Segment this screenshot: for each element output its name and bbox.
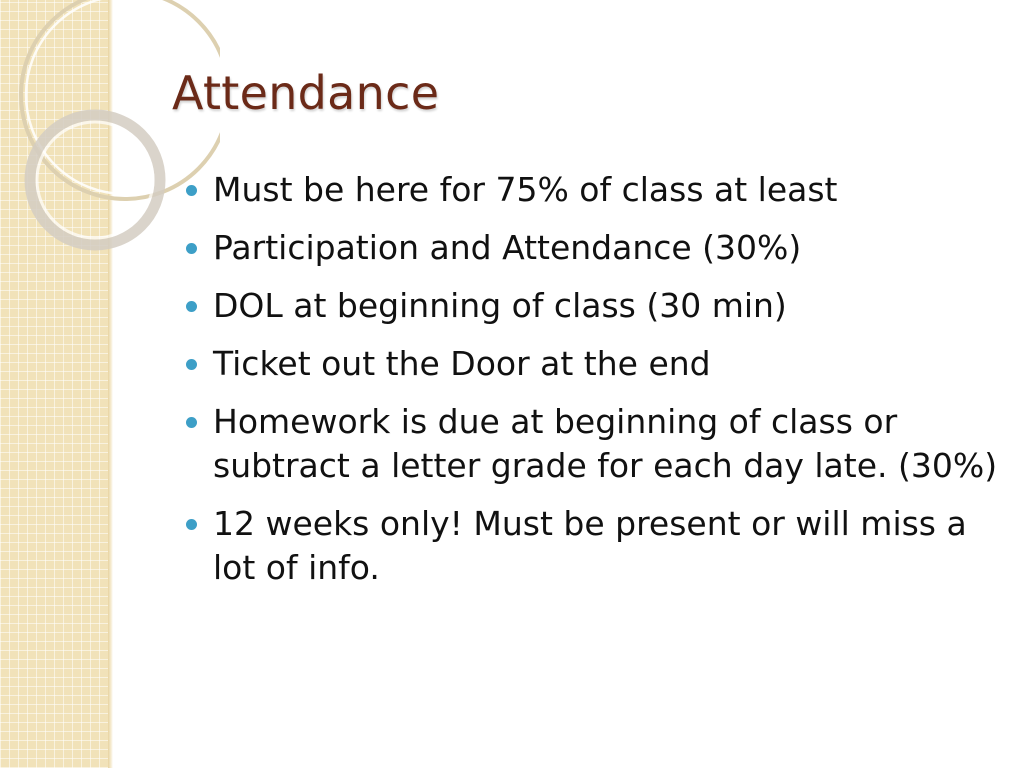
bullet-item — [186, 226, 1006, 270]
bullet-dot-icon — [186, 243, 197, 254]
bullet-dot-icon — [186, 519, 197, 530]
ring-small-inner — [37, 122, 153, 238]
ring-small-outer — [30, 115, 160, 245]
bullet-dot-icon — [186, 185, 197, 196]
bullet-text: Participation and Attendance (30%) — [213, 228, 802, 267]
bullet-item — [186, 342, 1006, 386]
bullet-text: DOL at beginning of class (30 min) — [213, 286, 787, 325]
bullet-text: Homework is due at beginning of class or subtract a letter grade for each day late. (30%) — [213, 402, 998, 485]
bullet-dot-icon — [186, 301, 197, 312]
bullet-list — [186, 168, 1006, 604]
bullet-dot-icon — [186, 417, 197, 428]
bullet-dot-icon — [186, 359, 197, 370]
bullet-item — [186, 168, 1006, 212]
bullet-text: 12 weeks only! Must be present or will miss a lot of info. — [213, 504, 967, 587]
bullet-text: Must be here for 75% of class at least — [213, 170, 838, 209]
bullet-text: Ticket out the Door at the end — [213, 344, 711, 383]
bullet-item — [186, 502, 1006, 590]
bullet-item — [186, 284, 1006, 328]
slide-title: Attendance — [172, 66, 440, 120]
bullet-item — [186, 400, 1006, 488]
